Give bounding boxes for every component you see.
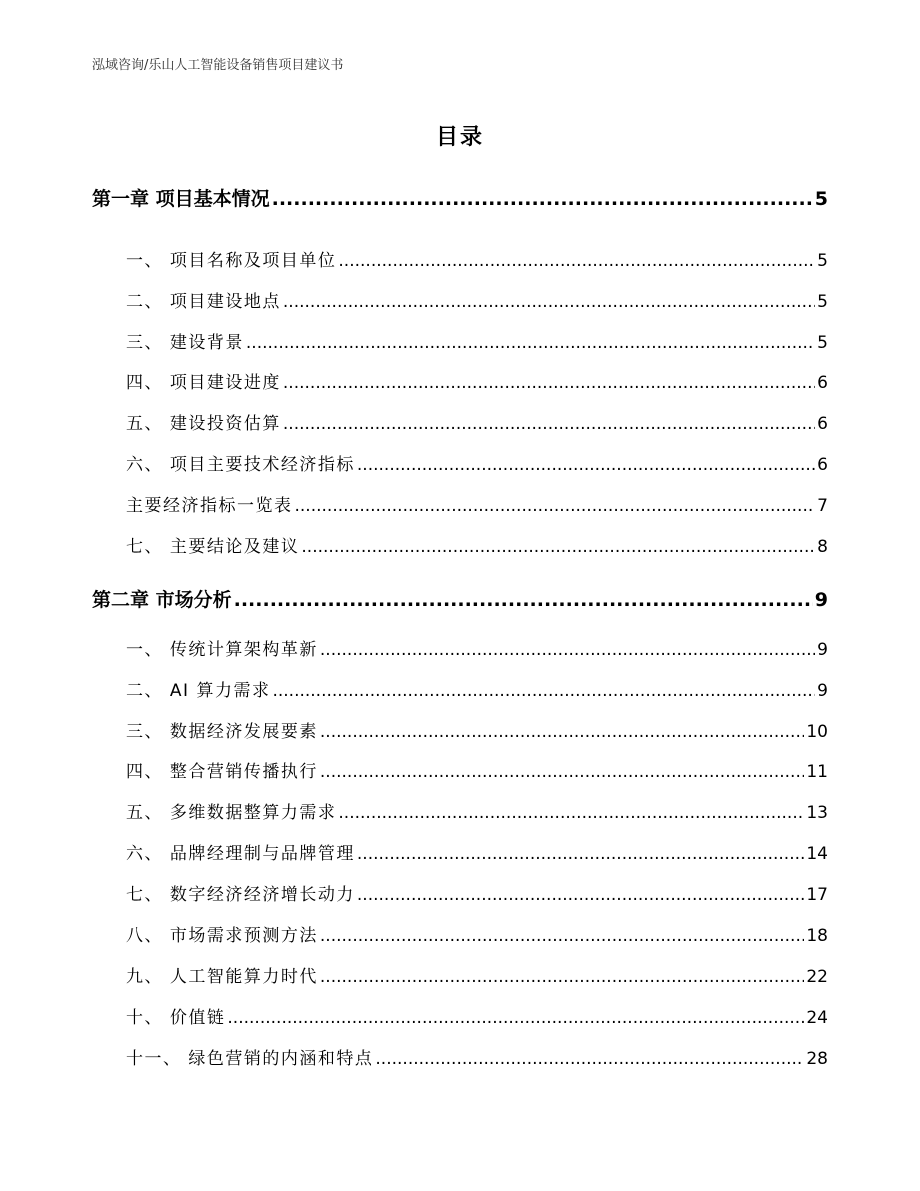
- toc-entry[interactable]: [126, 368, 828, 393]
- dot-leader: [320, 926, 804, 946]
- toc-entry-page: 5: [817, 292, 828, 312]
- dot-leader: [272, 681, 815, 701]
- toc-entry[interactable]: [126, 532, 828, 557]
- toc-entry[interactable]: [126, 962, 828, 987]
- toc-entry[interactable]: [126, 635, 828, 660]
- toc-entry[interactable]: [126, 839, 828, 864]
- toc-entry-label: 八、 市场需求预测方法: [126, 926, 318, 946]
- dot-leader: [227, 1008, 804, 1028]
- toc-entry[interactable]: [126, 328, 828, 353]
- toc-entry-page: 5: [814, 188, 828, 210]
- toc-entry-label: 六、 品牌经理制与品牌管理: [126, 844, 355, 864]
- toc-entry-label: 十一、 绿色营销的内涵和特点: [126, 1049, 374, 1069]
- dot-leader: [283, 373, 815, 393]
- toc-entry-table[interactable]: [126, 491, 828, 516]
- toc-title: 目录: [435, 125, 484, 150]
- toc-entry-label: 五、 建设投资估算: [126, 414, 281, 434]
- toc-entry-page: 6: [817, 414, 828, 434]
- dot-leader: [283, 414, 815, 434]
- toc-entry[interactable]: [126, 1044, 828, 1069]
- toc-entry-label: 九、 人工智能算力时代: [126, 967, 318, 987]
- toc-entry-page: 6: [817, 373, 828, 393]
- toc-entry-page: 9: [814, 589, 828, 611]
- dot-leader: [301, 537, 815, 557]
- toc-entry-label: 六、 项目主要技术经济指标: [126, 455, 355, 475]
- toc-entry-page: 14: [806, 844, 828, 864]
- toc-entry-page: 17: [806, 885, 828, 905]
- toc-entry-label: 一、 传统计算架构革新: [126, 640, 318, 660]
- dot-leader: [320, 722, 804, 742]
- toc-entry-label: 二、 项目建设地点: [126, 292, 281, 312]
- dot-leader: [375, 1049, 804, 1069]
- toc-entry-label: 一、 项目名称及项目单位: [126, 251, 337, 271]
- toc-entry-label: 七、 主要结论及建议: [126, 537, 300, 557]
- toc-entry-page: 22: [806, 967, 828, 987]
- running-header: 泓域咨询/乐山人工智能设备销售项目建议书: [92, 58, 344, 73]
- toc-entry-chapter-1[interactable]: [92, 184, 828, 211]
- toc-entry[interactable]: [126, 676, 828, 701]
- toc-entry-page: 8: [817, 537, 828, 557]
- dot-leader: [357, 885, 804, 905]
- toc-entry-label: 五、 多维数据整算力需求: [126, 803, 337, 823]
- toc-entry-label: 十、 价值链: [126, 1008, 226, 1028]
- toc-entry-page: 9: [817, 640, 828, 660]
- toc-entry[interactable]: [126, 757, 828, 782]
- toc-entry[interactable]: [126, 798, 828, 823]
- toc-entry-page: 11: [806, 762, 828, 782]
- toc-entry-page: 24: [806, 1008, 828, 1028]
- dot-leader: [234, 589, 813, 611]
- toc-entry-label: 第一章 项目基本情况: [92, 188, 270, 210]
- dot-leader: [246, 333, 815, 353]
- dot-leader: [357, 844, 804, 864]
- toc-entry[interactable]: [126, 880, 828, 905]
- dot-leader: [283, 292, 815, 312]
- toc-entry-page: 13: [806, 803, 828, 823]
- dot-leader: [338, 803, 804, 823]
- toc-entry[interactable]: [126, 1003, 828, 1028]
- dot-leader: [272, 188, 813, 210]
- toc-entry-label: 三、 建设背景: [126, 333, 244, 353]
- toc-entry[interactable]: [126, 246, 828, 271]
- toc-entry-label: 二、 AI 算力需求: [126, 681, 271, 701]
- toc-entry-page: 5: [817, 251, 828, 271]
- toc-entry-page: 18: [806, 926, 828, 946]
- dot-leader: [320, 967, 804, 987]
- toc-entry-label: 七、 数字经济经济增长动力: [126, 885, 355, 905]
- dot-leader: [320, 640, 815, 660]
- toc-entry-page: 28: [806, 1049, 828, 1069]
- toc-entry-label: 四、 整合营销传播执行: [126, 762, 318, 782]
- toc-entry[interactable]: [126, 717, 828, 742]
- toc-entry-label: 三、 数据经济发展要素: [126, 722, 318, 742]
- toc-entry-label: 主要经济指标一览表: [126, 496, 293, 516]
- toc-entry-chapter-2[interactable]: [92, 585, 828, 612]
- dot-leader: [338, 251, 815, 271]
- dot-leader: [295, 496, 816, 516]
- toc-entry[interactable]: [126, 450, 828, 475]
- toc-entry-label: 四、 项目建设进度: [126, 373, 281, 393]
- toc-entry[interactable]: [126, 921, 828, 946]
- toc-entry[interactable]: [126, 409, 828, 434]
- toc-entry-page: 7: [817, 496, 828, 516]
- toc-entry-page: 6: [817, 455, 828, 475]
- toc-entry-page: 10: [806, 722, 828, 742]
- toc-entry-label: 第二章 市场分析: [92, 589, 232, 611]
- toc-entry-page: 9: [817, 681, 828, 701]
- dot-leader: [320, 762, 804, 782]
- toc-entry-page: 5: [817, 333, 828, 353]
- toc-entry[interactable]: [126, 287, 828, 312]
- dot-leader: [357, 455, 815, 475]
